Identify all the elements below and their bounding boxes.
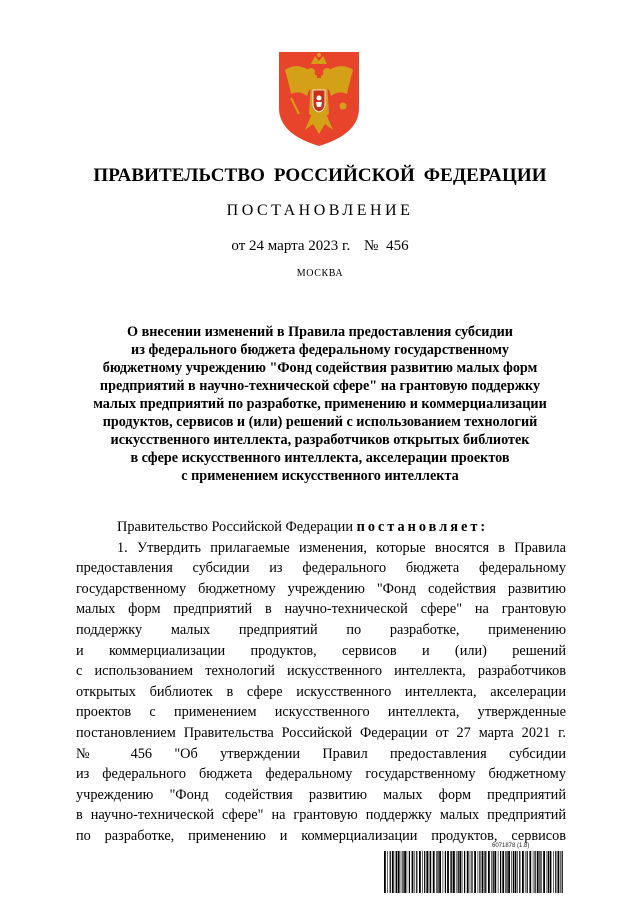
barcode-bar bbox=[498, 851, 499, 893]
body-line: учреждению "Фонд содействия развитию малых форм предприятий bbox=[76, 786, 566, 803]
barcode-bar bbox=[508, 851, 510, 893]
barcode-bar bbox=[396, 851, 397, 893]
body-line: поддержку малых предприятий по разработке, применению bbox=[76, 621, 566, 638]
barcode-bar bbox=[494, 851, 496, 893]
barcode-bar bbox=[398, 851, 400, 893]
barcode-bar bbox=[459, 851, 461, 893]
barcode-bar bbox=[458, 851, 459, 893]
heading-line: искусственного интеллекта, разработчиков открытых библиотек bbox=[110, 432, 530, 448]
barcode-bar bbox=[395, 851, 396, 893]
decree-city: МОСКВА bbox=[296, 268, 344, 279]
body-line: предоставления субсидии из федерального бюджета федеральному bbox=[76, 560, 566, 577]
document-body bbox=[76, 517, 566, 847]
barcode-bar bbox=[505, 851, 506, 893]
body-line: проектов с применением искусственного интеллекта, утвержденные bbox=[76, 704, 566, 721]
barcode-bar bbox=[471, 851, 472, 893]
body-line: с использованием технологий искусственного интеллекта, разработчиков bbox=[76, 663, 566, 680]
barcode-bar bbox=[488, 851, 490, 893]
barcode-bar bbox=[433, 851, 435, 893]
barcode-bar bbox=[387, 851, 388, 893]
heading-line: О внесении изменений в Правила предоставления субсидии bbox=[127, 324, 513, 340]
barcode-bar bbox=[535, 851, 536, 893]
barcode-bar bbox=[491, 851, 492, 893]
barcode-bar bbox=[525, 851, 526, 893]
barcode-bar bbox=[409, 851, 410, 893]
coat-of-arms-emblem bbox=[277, 50, 361, 148]
document-heading bbox=[70, 323, 570, 485]
decree-date: от 24 марта 2023 г. bbox=[231, 238, 351, 254]
barcode-bar bbox=[479, 851, 480, 893]
barcode-label: 6071878 (1.8) bbox=[492, 843, 530, 849]
barcode-bar bbox=[402, 851, 403, 893]
barcode-bar bbox=[462, 851, 463, 893]
barcode-bar bbox=[519, 851, 520, 893]
barcode-bar bbox=[456, 851, 457, 893]
barcode-bar bbox=[450, 851, 451, 893]
barcode-bar bbox=[474, 851, 476, 893]
barcode-bar bbox=[415, 851, 416, 893]
barcode-bar bbox=[493, 851, 494, 893]
barcode-bar bbox=[412, 851, 414, 893]
barcode-bar bbox=[429, 851, 430, 893]
heading-line: продуктов, сервисов и (или) решений с использованием технологий bbox=[102, 414, 538, 430]
barcode-bar bbox=[543, 851, 545, 893]
body-line: № 456 "Об утверждении Правил предоставления субсидии bbox=[76, 745, 566, 762]
barcode-bar bbox=[401, 851, 402, 893]
barcode-bar bbox=[560, 851, 561, 893]
barcode-bar bbox=[533, 851, 534, 893]
barcode-bar bbox=[502, 851, 504, 893]
barcode-bar bbox=[562, 851, 563, 893]
barcode-bar bbox=[537, 851, 539, 893]
barcode-bar bbox=[464, 851, 465, 893]
body-line: по разработке, применению и коммерциализации продуктов, сервисов bbox=[76, 827, 566, 844]
body-line: малых форм предприятий в научно-технической сфере" на грантовую bbox=[76, 601, 566, 618]
barcode-bar bbox=[506, 851, 507, 893]
barcode-image bbox=[384, 851, 564, 893]
barcode-bar bbox=[547, 851, 548, 893]
heading-line: в сфере искусственного интеллекта, акселерации проектов bbox=[130, 450, 510, 466]
barcode-bar bbox=[553, 851, 554, 893]
barcode-bar bbox=[550, 851, 552, 893]
barcode-bar bbox=[424, 851, 425, 893]
barcode-bar bbox=[482, 851, 484, 893]
heading-line: малых предприятий по разработке, применению и коммерциализации bbox=[93, 396, 547, 412]
decree-number-label: № bbox=[364, 238, 379, 254]
barcode-bar bbox=[416, 851, 417, 893]
barcode-bar bbox=[527, 851, 528, 893]
barcode-bar bbox=[419, 851, 421, 893]
barcode-bar bbox=[540, 851, 541, 893]
body-intro-line bbox=[76, 517, 566, 538]
barcode-bar bbox=[511, 851, 512, 893]
decree-date-line bbox=[0, 238, 640, 255]
barcode-bar bbox=[513, 851, 514, 893]
body-line: государственному бюджетному учреждению "Фонд содействия развитию bbox=[76, 580, 566, 597]
government-title: ПРАВИТЕЛЬСТВО РОССИЙСКОЙ ФЕДЕРАЦИИ bbox=[93, 165, 547, 186]
body-intro: Правительство Российской Федерации bbox=[117, 519, 353, 535]
barcode-bar bbox=[422, 851, 423, 893]
barcode-bar bbox=[539, 851, 540, 893]
barcode-bar bbox=[484, 851, 485, 893]
barcode-bar bbox=[430, 851, 431, 893]
barcode-bar bbox=[407, 851, 408, 893]
barcode-bar bbox=[392, 851, 394, 893]
barcode-bar bbox=[478, 851, 479, 893]
barcode-bar bbox=[437, 851, 438, 893]
barcode-bar bbox=[555, 851, 556, 893]
barcode-bar bbox=[426, 851, 428, 893]
barcode-bar bbox=[439, 851, 441, 893]
heading-line: из федерального бюджета федеральному государственному bbox=[131, 342, 509, 358]
heading-line: с применением искусственного интеллекта bbox=[181, 468, 459, 484]
barcode-bar bbox=[500, 851, 501, 893]
barcode-bar bbox=[453, 851, 455, 893]
body-line: в научно-технической сфере" на грантовую поддержку малых предприятий bbox=[76, 807, 566, 824]
barcode-bar bbox=[467, 851, 469, 893]
barcode-bar bbox=[522, 851, 524, 893]
barcode-bar bbox=[558, 851, 560, 893]
barcode-bar bbox=[404, 851, 406, 893]
body-intro-emphasis: постановляет: bbox=[356, 519, 489, 535]
barcode-bar bbox=[436, 851, 437, 893]
barcode-bar bbox=[447, 851, 449, 893]
barcode-bar bbox=[515, 851, 517, 893]
barcode-bar bbox=[485, 851, 486, 893]
barcode-bar bbox=[443, 851, 444, 893]
barcode-bar bbox=[384, 851, 386, 893]
barcode-bar bbox=[517, 851, 518, 893]
barcode-bar bbox=[451, 851, 452, 893]
barcode-bar bbox=[548, 851, 549, 893]
decree-number: 456 bbox=[386, 238, 409, 254]
heading-line: предприятий в научно-технической сфере" на грантовую поддержку bbox=[99, 378, 541, 394]
decree-type: ПОСТАНОВЛЕНИЕ bbox=[226, 202, 414, 219]
barcode-bar bbox=[390, 851, 391, 893]
body-line: открытых библиотек в сфере искусственного интеллекта, акселерации bbox=[76, 683, 566, 700]
heading-line: бюджетному учреждению "Фонд содействия развитию малых форм bbox=[102, 360, 538, 376]
barcode-bar bbox=[470, 851, 471, 893]
barcode-bar bbox=[529, 851, 531, 893]
barcode-bar bbox=[445, 851, 446, 893]
body-line: постановлением Правительства Российской Федерации от 27 марта 2021 г. bbox=[76, 724, 566, 741]
body-line: и коммерциализации продуктов, сервисов и (или) решений bbox=[76, 642, 566, 659]
body-line: из федерального бюджета федеральному государственному бюджетному bbox=[76, 766, 566, 783]
body-line: 1. Утвердить прилагаемые изменения, которые вносятся в Правила bbox=[117, 539, 566, 556]
